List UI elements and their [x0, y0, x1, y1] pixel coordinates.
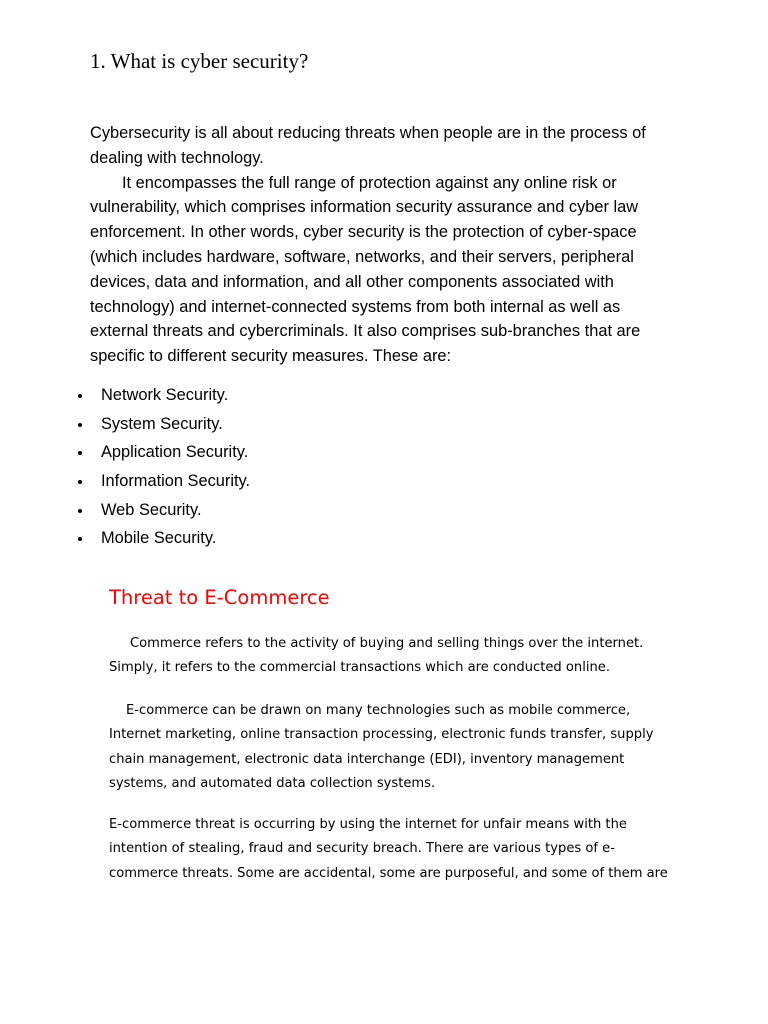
intro-line: vulnerability, which comprises information security assurance and cyber law [90, 198, 639, 217]
list-item [70, 439, 250, 468]
intro-line: external threats and cybercriminals. It also comprises sub-branches that are [90, 322, 641, 341]
list-item [70, 382, 250, 411]
intro-line: technology) and internet-connected systems from both internal as well as [90, 297, 621, 316]
intro-line: Cybersecurity is all about reducing threats when people are in the process of [90, 124, 646, 142]
ecommerce-paragraph-3 [109, 813, 689, 886]
intro-line: dealing with technology. [90, 148, 264, 167]
list-item [70, 411, 250, 440]
section-heading-cyber-security: 1. What is cyber security? [90, 49, 309, 73]
intro-paragraph [90, 121, 680, 369]
intro-line: enforcement. In other words, cyber security is the protection of cyber-space [90, 223, 637, 242]
list-item-label: Web Security. [101, 500, 202, 519]
list-item-label: Application Security. [101, 443, 249, 462]
paragraph-line: E-commerce threat is occurring by using the internet for unfair means with the [109, 817, 627, 832]
intro-line: It encompasses the full range of protection against any online risk or [122, 173, 617, 192]
paragraph-line: Commerce refers to the activity of buying and selling things over the internet. [130, 636, 644, 651]
paragraph-line: commerce threats. Some are accidental, some are purposeful, and some of them are [109, 865, 668, 881]
section-heading-ecommerce-threat: Threat to E-Commerce [109, 586, 330, 609]
list-item-label: Information Security. [101, 472, 251, 491]
paragraph-line: E-commerce can be drawn on many technologies such as mobile commerce, [126, 703, 631, 718]
bullet-icon [78, 537, 82, 541]
bullet-icon [78, 509, 82, 513]
paragraph-line: Simply, it refers to the commercial transactions which are conducted online. [109, 660, 611, 676]
paragraph-line: systems, and automated data collection systems. [109, 775, 436, 791]
list-item-label: Network Security. [101, 386, 229, 404]
ecommerce-paragraph-2 [109, 699, 689, 796]
bullet-icon [78, 451, 82, 455]
bullet-icon [78, 394, 82, 398]
security-types-list [70, 382, 250, 554]
list-item-label: Mobile Security. [101, 529, 217, 548]
list-item [70, 525, 250, 554]
paragraph-line: Internet marketing, online transaction processing, electronic funds transfer, supply [109, 727, 654, 743]
list-item [70, 497, 250, 526]
bullet-icon [78, 480, 82, 484]
list-item-label: System Security. [101, 414, 223, 433]
list-item [70, 468, 250, 497]
paragraph-line: chain management, electronic data interchange (EDI), inventory management [109, 751, 625, 767]
intro-line: specific to different security measures. These are: [90, 347, 452, 366]
bullet-icon [78, 423, 82, 427]
intro-line: (which includes hardware, software, networks, and their servers, peripheral [90, 247, 634, 266]
paragraph-line: intention of stealing, fraud and security breach. There are various types of e- [109, 841, 615, 857]
intro-line: devices, data and information, and all other components associated with [90, 272, 614, 291]
ecommerce-paragraph-1 [109, 632, 689, 681]
